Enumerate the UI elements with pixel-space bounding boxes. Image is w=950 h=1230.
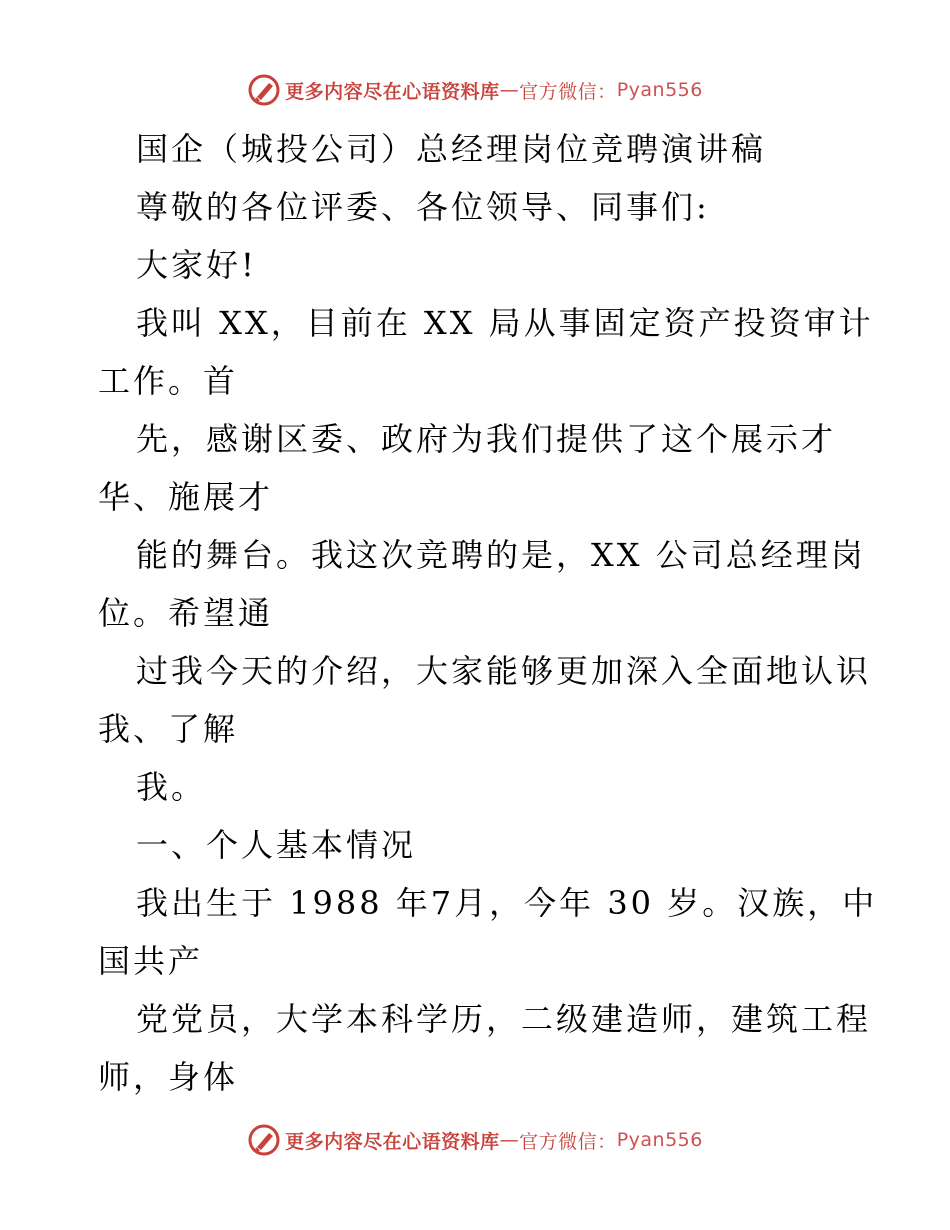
header-watermark xyxy=(0,70,950,110)
doc-line: 我、了解 xyxy=(98,710,239,748)
doc-line: 师，身体 xyxy=(98,1058,239,1096)
doc-line: 华、施展才 xyxy=(98,478,274,516)
watermark-wechat-id: Pyan556 xyxy=(616,1129,703,1151)
watermark-site-text: 更多内容尽在心语资料库 xyxy=(285,80,500,103)
watermark-separator: — xyxy=(499,1129,520,1151)
doc-line: 能的舞台。我这次竞聘的是，XX 公司总经理岗 xyxy=(136,536,866,574)
footer-watermark xyxy=(0,1120,950,1160)
watermark-wechat-label: 官方微信： xyxy=(519,1130,617,1153)
watermark-site-text: 更多内容尽在心语资料库 xyxy=(285,1130,500,1153)
doc-line: 我。 xyxy=(136,768,207,806)
pen-logo-icon xyxy=(247,73,281,107)
doc-line: 工作。首 xyxy=(98,362,239,400)
doc-line: 位。希望通 xyxy=(98,594,274,632)
watermark-wechat-label: 官方微信： xyxy=(519,80,617,103)
watermark-separator: — xyxy=(499,79,520,101)
doc-line: 大家好! xyxy=(136,246,257,284)
doc-line: 尊敬的各位评委、各位领导、同事们: xyxy=(136,188,710,226)
doc-line: 我出生于 1988 年7月，今年 30 岁。汉族，中 xyxy=(136,884,878,922)
doc-line: 过我今天的介绍，大家能够更加深入全面地认识 xyxy=(136,652,872,690)
doc-line: 党党员，大学本科学历，二级建造师，建筑工程 xyxy=(136,1000,872,1038)
section-heading: 一、个人基本情况 xyxy=(136,826,417,864)
doc-line: 先，感谢区委、政府为我们提供了这个展示才 xyxy=(136,420,837,458)
doc-line: 我叫 XX，目前在 XX 局从事固定资产投资审计 xyxy=(136,304,874,342)
doc-title: 国企（城投公司）总经理岗位竞聘演讲稿 xyxy=(136,130,767,168)
pen-logo-icon xyxy=(247,1123,281,1157)
doc-line: 国共产 xyxy=(98,942,204,980)
document-body xyxy=(98,120,878,1106)
watermark-wechat-id: Pyan556 xyxy=(616,79,703,101)
